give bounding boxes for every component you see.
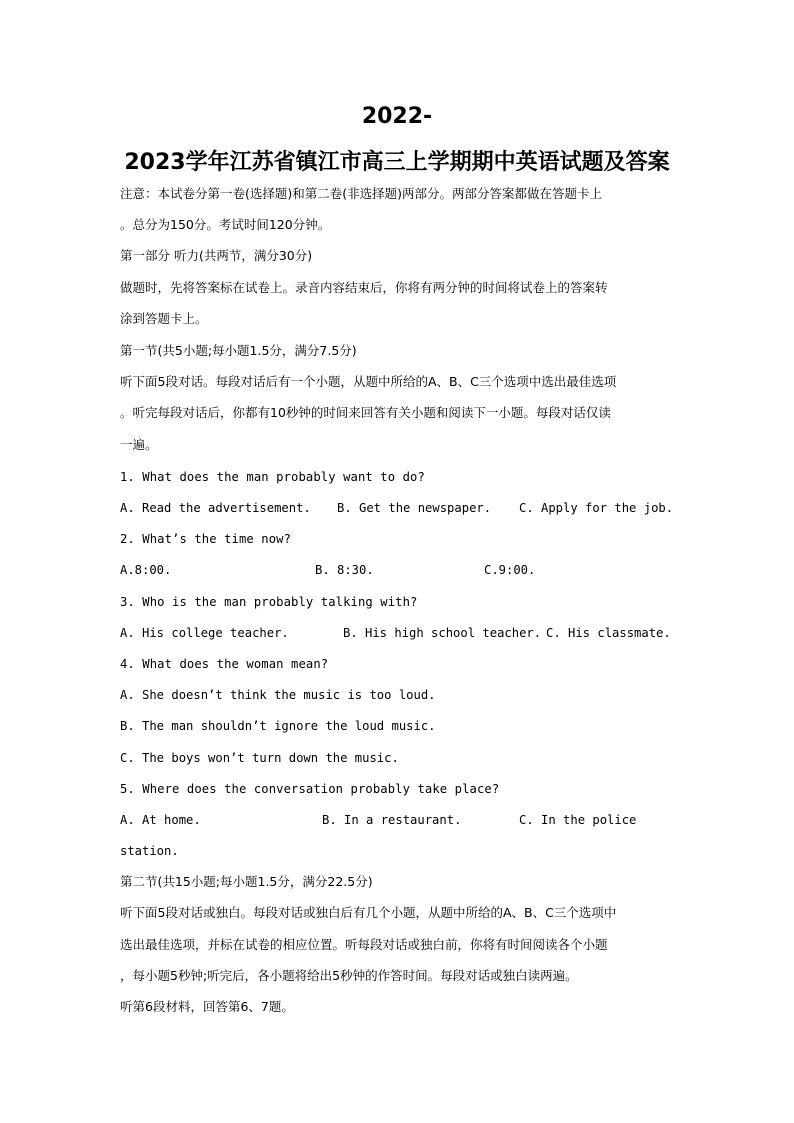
q1-option-c: C. Apply for the job.: [519, 501, 674, 515]
question-1: 1. What does the man probably want to do?: [120, 470, 425, 484]
q1-option-a: A. Read the advertisement.: [120, 501, 311, 515]
q5-option-c: C. In the police: [519, 813, 637, 827]
q2-option-a: A.8:00.: [120, 563, 172, 577]
section2-instruction-line-2: 选出最佳选项，并标在试卷的相应位置。听每段对话或独白前，你将有时间阅读各个小题: [120, 937, 608, 952]
q4-option-c: C. The boys won’t turn down the music.: [120, 751, 399, 765]
title-line-2: 2023学年江苏省镇江市高三上学期期中英语试题及答案: [124, 150, 670, 175]
title-line-1: 2022-: [361, 104, 433, 129]
q4-option-b: B. The man shouldn’t ignore the loud music.: [120, 719, 436, 733]
section1-instruction-line-3: 一遍。: [120, 437, 158, 452]
part1-instruction-line-2: 涂到答题卡上。: [120, 311, 208, 326]
question-4: 4. What does the woman mean?: [120, 657, 329, 671]
q5-option-a: A. At home.: [120, 813, 201, 827]
notice-line-1: 注意：本试卷分第一卷(选择题)和第二卷(非选择题)两部分。两部分答案都做在答题卡上: [120, 186, 603, 201]
section2-heading: 第二节(共15小题;每小题1.5分，满分22.5分): [120, 874, 373, 889]
section1-heading: 第一节(共5小题;每小题1.5分，满分7.5分): [120, 343, 357, 358]
question-5: 5. Where does the conversation probably take place?: [120, 782, 500, 796]
section2-instruction-line-3: ，每小题5秒钟;听完后，各小题将给出5秒钟的作答时间。每段对话或独白读两遍。: [120, 968, 578, 983]
q4-option-a: A. She doesn’t think the music is too loud.: [120, 688, 436, 702]
section1-instruction-line-2: 。听完每段对话后，你都有10秒钟的时间来回答有关小题和阅读下一小题。每段对话仅读: [120, 405, 611, 420]
section2-instruction-line-1: 听下面5段对话或独白。每段对话或独白后有几个小题，从题中所给的A、B、C三个选项中: [120, 905, 617, 920]
part1-instruction-line-1: 做题时，先将答案标在试卷上。录音内容结束后，你将有两分钟的时间将试卷上的答案转: [120, 280, 608, 295]
q2-option-b: B. 8:30.: [315, 563, 374, 577]
q1-option-b: B. Get the newspaper.: [337, 501, 492, 515]
material-6-instruction: 听第6段材料，回答第6、7题。: [120, 999, 294, 1014]
section1-instruction-line-1: 听下面5段对话。每段对话后有一个小题，从题中所给的A、B、C三个选项中选出最佳选项: [120, 374, 617, 389]
q3-option-b: B. His high school teacher.: [343, 626, 542, 640]
q3-option-c: C. His classmate.: [546, 626, 671, 640]
question-2: 2. What’s the time now?: [120, 532, 292, 546]
q2-option-c: C.9:00.: [484, 563, 536, 577]
q5-option-c-continued: station.: [120, 844, 179, 858]
q5-option-b: B. In a restaurant.: [322, 813, 462, 827]
question-3: 3. Who is the man probably talking with?: [120, 595, 418, 609]
notice-line-2: 。总分为150分。考试时间120分钟。: [120, 217, 331, 232]
part1-heading: 第一部分 听力(共两节，满分30分): [120, 248, 313, 263]
q3-option-a: A. His college teacher.: [120, 626, 289, 640]
